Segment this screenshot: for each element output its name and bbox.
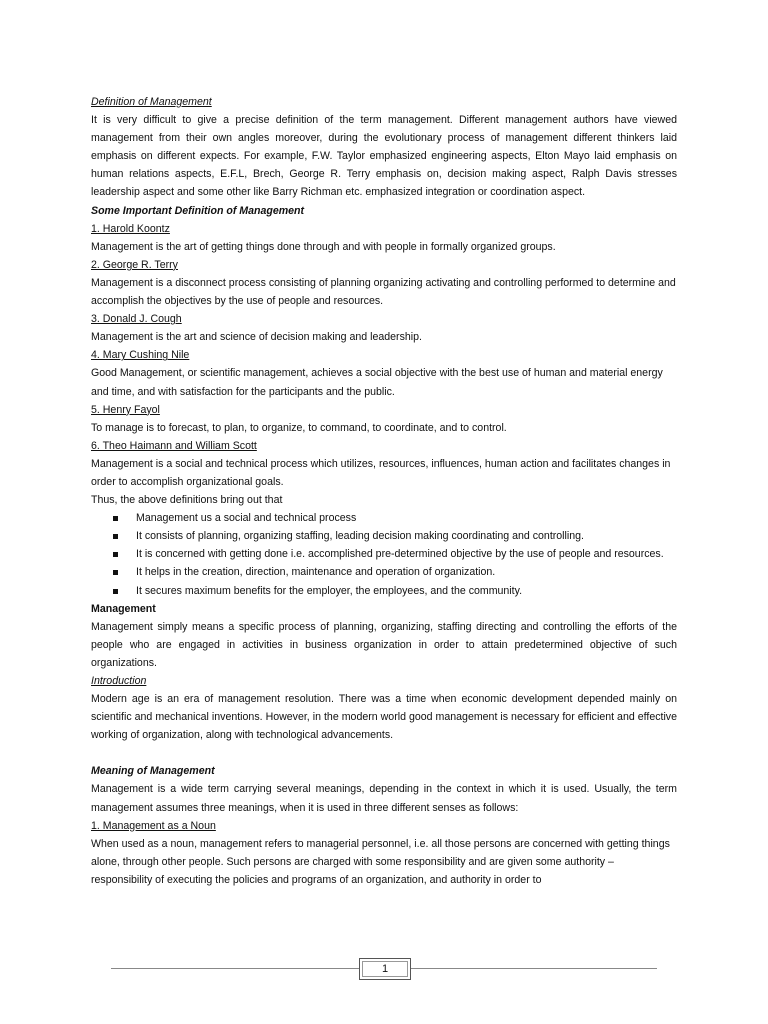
list-item-text: It secures maximum benefits for the employer, the employees, and the community.: [136, 584, 523, 597]
square-bullet-icon: [113, 516, 118, 521]
definition-text: Management is the art of getting things done through and with people in formally organized groups.: [91, 240, 556, 253]
list-item-text: Management us a social and technical process: [136, 512, 357, 525]
list-item: [91, 509, 677, 527]
meaning-heading: Meaning of Management: [91, 765, 215, 778]
definition-author: 3. Donald J. Cough: [91, 313, 182, 326]
square-bullet-icon: [113, 570, 118, 575]
list-item: [91, 527, 677, 545]
list-item: [91, 545, 677, 563]
management-paragraph: Management simply means a specific process of planning, organizing, staffing directing and controlling the efforts of the people who are engaged in activities in business organization in order to attain predetermined objective of such organizations.: [91, 620, 677, 669]
list-item: [91, 582, 677, 600]
definition-text: To manage is to forecast, to plan, to organize, to command, to coordinate, and to control.: [91, 421, 507, 434]
page-number-box: 1: [359, 958, 411, 980]
list-item-text: It consists of planning, organizing staffing, leading decision making coordinating and controlling.: [136, 530, 584, 543]
summary-bullet-list: [91, 509, 677, 599]
definition-text: Management is a social and technical process which utilizes, resources, influences, human action and facilitates changes in order to accomplish organizational goals.: [91, 457, 671, 488]
noun-heading: 1. Management as a Noun: [91, 819, 216, 832]
definition-text: Management is a disconnect process consisting of planning organizing activating and controlling performed to determine and accomplish the objectives by the use of people and resources.: [91, 276, 676, 308]
introduction-paragraph: Modern age is an era of management resolution. There was a time when economic development depended mainly on scientific and mechanical inventions. However, in the modern world good management is necessary for efficient and effective working of organization, along with technological advancements.: [91, 693, 677, 742]
management-heading: Management: [91, 602, 156, 615]
list-item-text: It helps in the creation, direction, maintenance and operation of organization.: [136, 566, 496, 579]
intro-paragraph: It is very difficult to give a precise definition of the term management. Different management authors have viewed management from their own angles moreover, during the evolutionary process of management different thinkers laid emphasis on different expects. For example, F.W. Taylor emphasized engineering aspects, Elton Mayo laid emphasis on human relations aspects, E.F.L, Brech, George R. Terry emphasis on, decision making aspect, Ralph Davis stresses leadership aspect and some other like Barry Richman etc. emphasized integration or coordination aspect.: [91, 114, 677, 199]
definition-text: Good Management, or scientific management, achieves a social objective with the best use of human and material energy and time, and with satisfaction for the participants and the public.: [91, 367, 663, 398]
definition-author: 4. Mary Cushing Nile: [91, 349, 190, 362]
definition-text: Management is the art and science of decision making and leadership.: [91, 331, 422, 344]
paragraph-spacer: [91, 744, 677, 762]
list-item-text: It is concerned with getting done i.e. accomplished pre-determined objective by the use of people and resources.: [136, 548, 664, 561]
definition-author: 6. Theo Haimann and William Scott: [91, 439, 257, 452]
footer-rule-right: [411, 968, 657, 969]
square-bullet-icon: [113, 552, 118, 557]
definition-heading: Definition of Management: [91, 96, 212, 108]
definition-author: 1. Harold Koontz: [91, 222, 170, 235]
summary-intro-line: Thus, the above definitions bring out that: [91, 494, 283, 507]
document-body: [91, 93, 677, 889]
list-item: [91, 563, 677, 581]
square-bullet-icon: [113, 534, 118, 539]
introduction-heading: Introduction: [91, 675, 147, 687]
meaning-paragraph: Management is a wide term carrying several meanings, depending in the context in which it is used. Usually, the term management assumes three meanings, when it is used in three different senses as follows:: [91, 783, 677, 814]
square-bullet-icon: [113, 589, 118, 594]
footer-rule-left: [111, 968, 359, 969]
definition-author: 2. George R. Terry: [91, 258, 178, 271]
important-definitions-heading: Some Important Definition of Management: [91, 204, 305, 217]
definition-author: 5. Henry Fayol: [91, 403, 160, 416]
noun-paragraph: When used as a noun, management refers to managerial personnel, i.e. all those persons are concerned with getting things alone, through other people. Such persons are charged with some responsibility and are given some authority – responsibility of executing the policies and programs of an organization, and authority in order to: [91, 837, 670, 886]
